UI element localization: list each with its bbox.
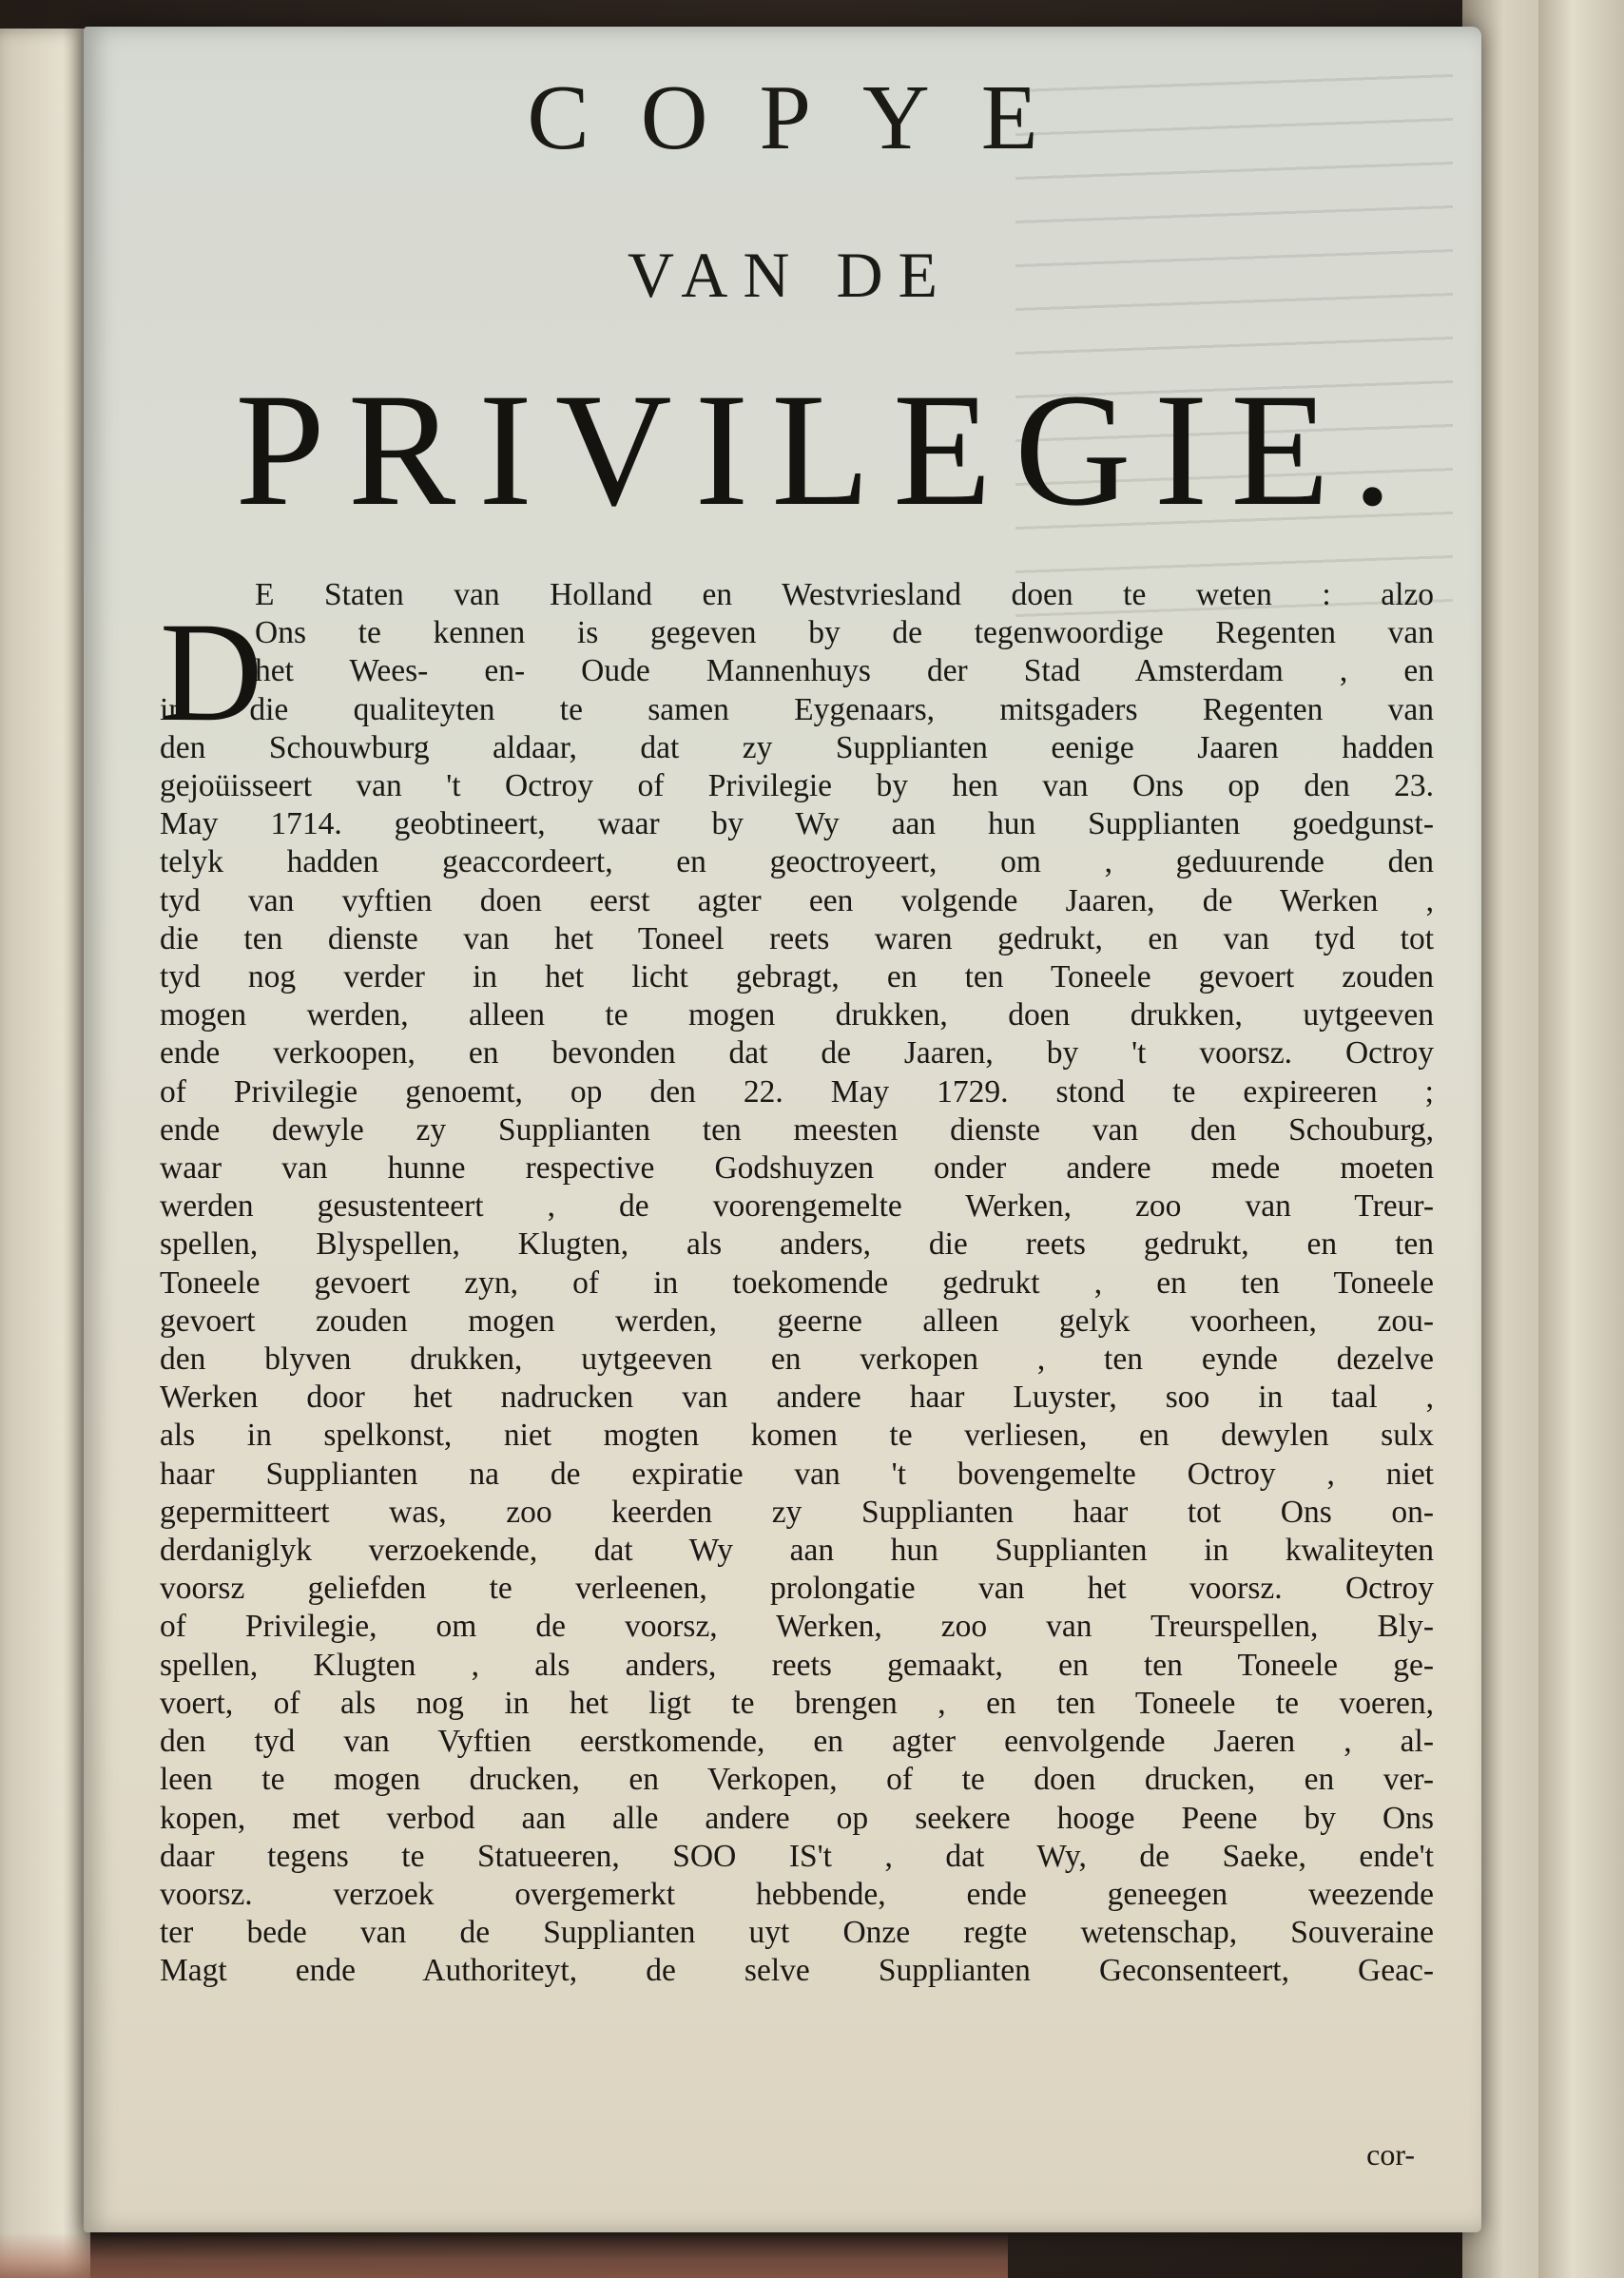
- book-cover-edge: [1538, 0, 1624, 2278]
- text-line: ter bede van de Supplianten uyt Onze regte wetenschap, Souveraine: [160, 1915, 1434, 1951]
- heading-van-de: VAN DE: [627, 239, 954, 311]
- text-line: May 1714. geobtineert, waar by Wy aan hun Supplianten goedgunst-: [160, 806, 1434, 842]
- text-line: voert, of als nog in het ligt te brengen , en ten Toneele te voeren,: [160, 1685, 1434, 1721]
- text-line: telyk hadden geaccordeert, en geoctroyeert, om , geduurende den: [160, 844, 1434, 880]
- text-line: E Staten van Holland en Westvriesland doen te weten : alzo: [255, 577, 1434, 612]
- heading-privilegie: PRIVILEGIE.: [235, 360, 1416, 539]
- text-line: die ten dienste van het Toneel reets waren gedrukt, en van tyd tot: [160, 920, 1434, 956]
- text-line: Toneele gevoert zyn, of in toekomende gedrukt , en ten Toneele: [160, 1264, 1434, 1301]
- text-line: mogen werden, alleen te mogen drukken, doen drukken, uytgeeven: [160, 997, 1434, 1033]
- text-line: den tyd van Vyftien eerstkomende, en agter eenvolgende Jaeren , al-: [160, 1724, 1434, 1760]
- text-line: tyd nog verder in het licht gebragt, en ten Toneele gevoert zouden: [160, 959, 1434, 995]
- text-line: waar van hunne respective Godshuyzen onder andere mede moeten: [160, 1150, 1434, 1187]
- text-line: of Privilegie genoemt, op den 22. May 1729. stond te expireeren ;: [160, 1073, 1434, 1110]
- text-line: of Privilegie, om de voorsz, Werken, zoo van Treurspellen, Bly-: [160, 1609, 1434, 1645]
- text-line: haar Supplianten na de expiratie van 't bovengemelte Octroy , niet: [160, 1456, 1434, 1492]
- text-line: werden gesustenteert , de voorengemelte Werken, zoo van Treur-: [160, 1188, 1434, 1225]
- text-line: gevoert zouden mogen werden, geerne alleen gelyk voorheen, zou-: [160, 1303, 1434, 1339]
- text-line: Magt ende Authoriteyt, de selve Supplianten Geconsenteert, Geac-: [160, 1953, 1434, 1989]
- facing-page-edge: [0, 29, 90, 2278]
- text-line: spellen, Klugten , als anders, reets gemaakt, en ten Toneele ge-: [160, 1647, 1434, 1683]
- text-line: voorsz. verzoek overgemerkt hebbende, ende geneegen weezende: [160, 1876, 1434, 1912]
- text-line: spellen, Blyspellen, Klugten, als anders, die reets gedrukt, en ten: [160, 1226, 1434, 1263]
- text-line: daar tegens te Statueeren, SOO IS't , dat Wy, de Saeke, ende't: [160, 1838, 1434, 1874]
- text-line: Ons te kennen is gegeven by de tegenwoordige Regenten van: [255, 615, 1434, 651]
- book-fore-edge: [1462, 0, 1624, 2278]
- text-line: in die qualiteyten te samen Eygenaars, mitsgaders Regenten van: [160, 691, 1434, 727]
- text-line: den Schouwburg aldaar, dat zy Supplianten eenige Jaaren hadden: [160, 729, 1434, 765]
- text-line: het Wees- en- Oude Mannenhuys der Stad Amsterdam , en: [255, 653, 1434, 689]
- text-line: gepermitteert was, zoo keerden zy Supplianten haar tot Ons on-: [160, 1494, 1434, 1530]
- text-line: als in spelkonst, niet mogten komen te verliesen, en dewylen sulx: [160, 1418, 1434, 1454]
- text-line: tyd van vyftien doen eerst agter een volgende Jaaren, de Werken ,: [160, 882, 1434, 918]
- book-page: [84, 27, 1481, 2232]
- text-line: gejoüisseert van 't Octroy of Privilegie by hen van Ons op den 23.: [160, 768, 1434, 804]
- drop-cap: D: [160, 593, 263, 751]
- text-line: leen te mogen drucken, en Verkopen, of te doen drucken, en ver-: [160, 1762, 1434, 1798]
- text-line: ende dewyle zy Supplianten ten meesten dienste van den Schouburg,: [160, 1111, 1434, 1148]
- heading-copye: COPYE: [527, 67, 1090, 169]
- text-line: Werken door het nadrucken van andere haar Luyster, soo in taal ,: [160, 1380, 1434, 1416]
- text-line: kopen, met verbod aan alle andere op seekere hooge Peene by Ons: [160, 1800, 1434, 1836]
- text-line: den blyven drukken, uytgeeven en verkopen , ten eynde dezelve: [160, 1342, 1434, 1378]
- thumb-blur: [0, 2232, 1008, 2278]
- text-line: derdaniglyk verzoekende, dat Wy aan hun Supplianten in kwaliteyten: [160, 1533, 1434, 1569]
- text-line: ende verkoopen, en bevonden dat de Jaaren, by 't voorsz. Octroy: [160, 1035, 1434, 1071]
- body-text: [160, 576, 1434, 1991]
- text-line: voorsz geliefden te verleenen, prolongatie van het voorsz. Octroy: [160, 1571, 1434, 1607]
- catchword: cor-: [1366, 2137, 1415, 2172]
